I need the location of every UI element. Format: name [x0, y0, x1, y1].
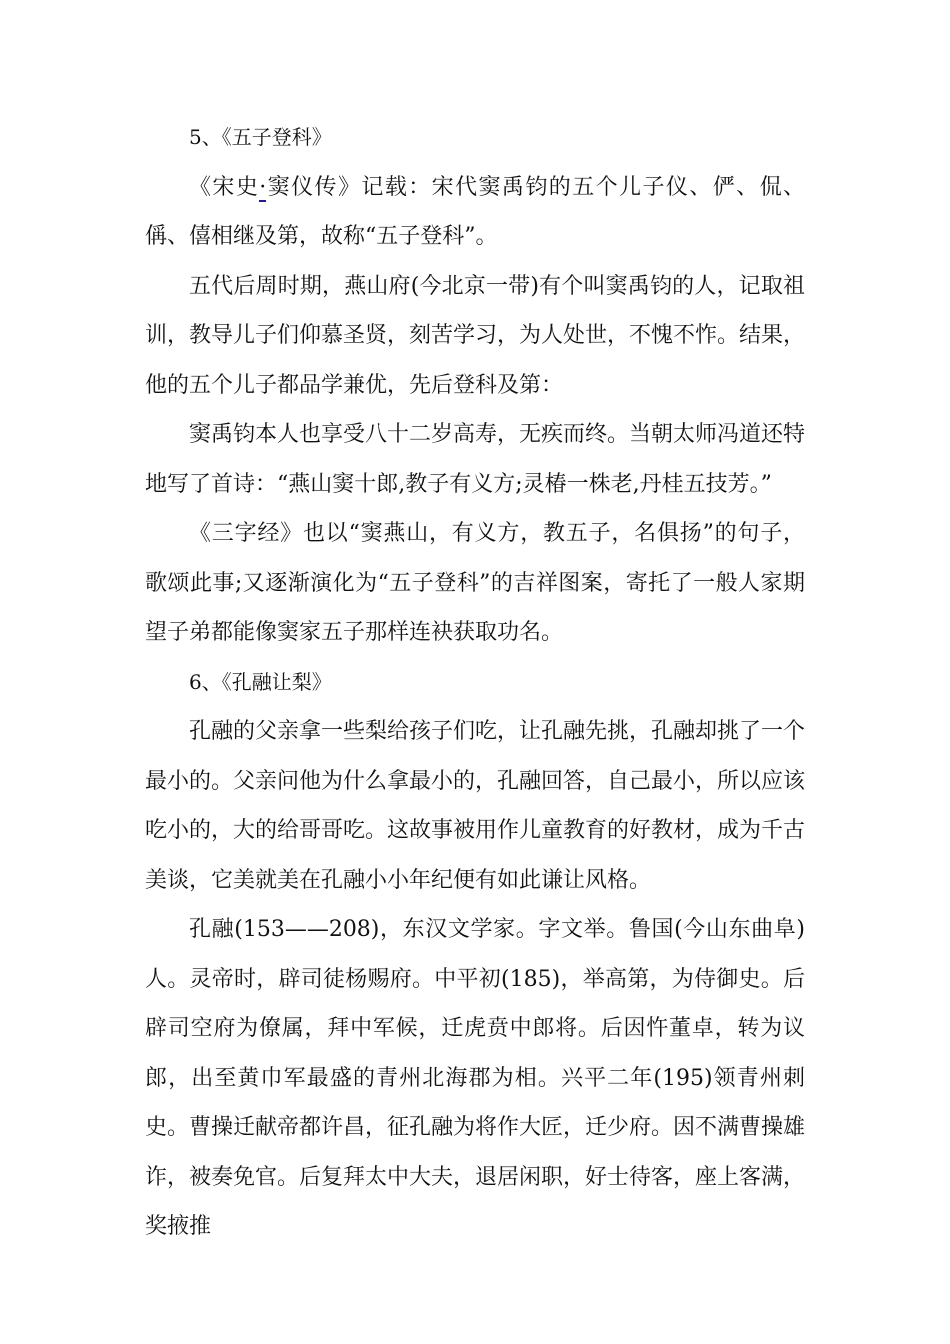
hyperlink-mark[interactable]: · — [259, 174, 267, 200]
paragraph-text: 窦仪传》记载：宋代窦禹钧的五个儿子仪、俨、侃、偁、僖相继及第，故称“五子登科”。 — [145, 174, 805, 249]
section-heading: 5、《五子登科》 — [189, 125, 332, 149]
paragraph: 窦禹钧本人也享受八十二岁高寿，无疾而终。当朝太师冯道还特地写了首诗：“燕山窦十郎,教子有义方;灵椿一株老,丹桂五技芳。” — [145, 422, 806, 497]
section-heading: 6、《孔融让梨》 — [189, 669, 332, 694]
document-body — [145, 113, 805, 1252]
paragraph: 孔融(153——208)，东汉文学家。字文举。鲁国(今山东曲阜)人。灵帝时，辟司徒杨赐府。中平初(185)，举高第，为侍御史。后辟司空府为僚属，拜中军候，迁虎贲中郎将。后因忤董卓，转为议郎，出至黄巾军最盛的青州北海郡为相。兴平二年(195)领青州刺史。曹操迁献帝都许昌，征孔融为将作大匠，迁少府。因不满曹操雄诈，被奏免官。后复拜太中大夫，退居闲职，好士待客，座上客满，奖掖推 — [145, 917, 806, 1239]
paragraph-text: 《宋史 — [189, 174, 260, 200]
paragraph — [145, 163, 805, 262]
paragraph: 孔融的父亲拿一些梨给孩子们吃，让孔融先挑，孔融却挑了一个最小的。父亲问他为什么拿最小的，孔融回答，自己最小，所以应该吃小的，大的给哥哥吃。这故事被用作儿童教育的好教材，成为千古美谈，它美就美在孔融小小年纪便有如此谦让风格。 — [145, 719, 806, 893]
paragraph: 《三字经》也以“窦燕山，有义方，教五子，名俱扬”的句子，歌颂此事;又逐渐演化为“五子登科”的吉祥图案，寄托了一般人家期望子弟都能像窦家五子那样连袂获取功名。 — [145, 521, 805, 645]
paragraph: 五代后周时期，燕山府(今北京一带)有个叫窦禹钧的人，记取祖训，教导儿子们仰慕圣贤，刻苦学习，为人处世，不愧不怍。结果，他的五个儿子都品学兼优，先后登科及第： — [145, 273, 806, 398]
